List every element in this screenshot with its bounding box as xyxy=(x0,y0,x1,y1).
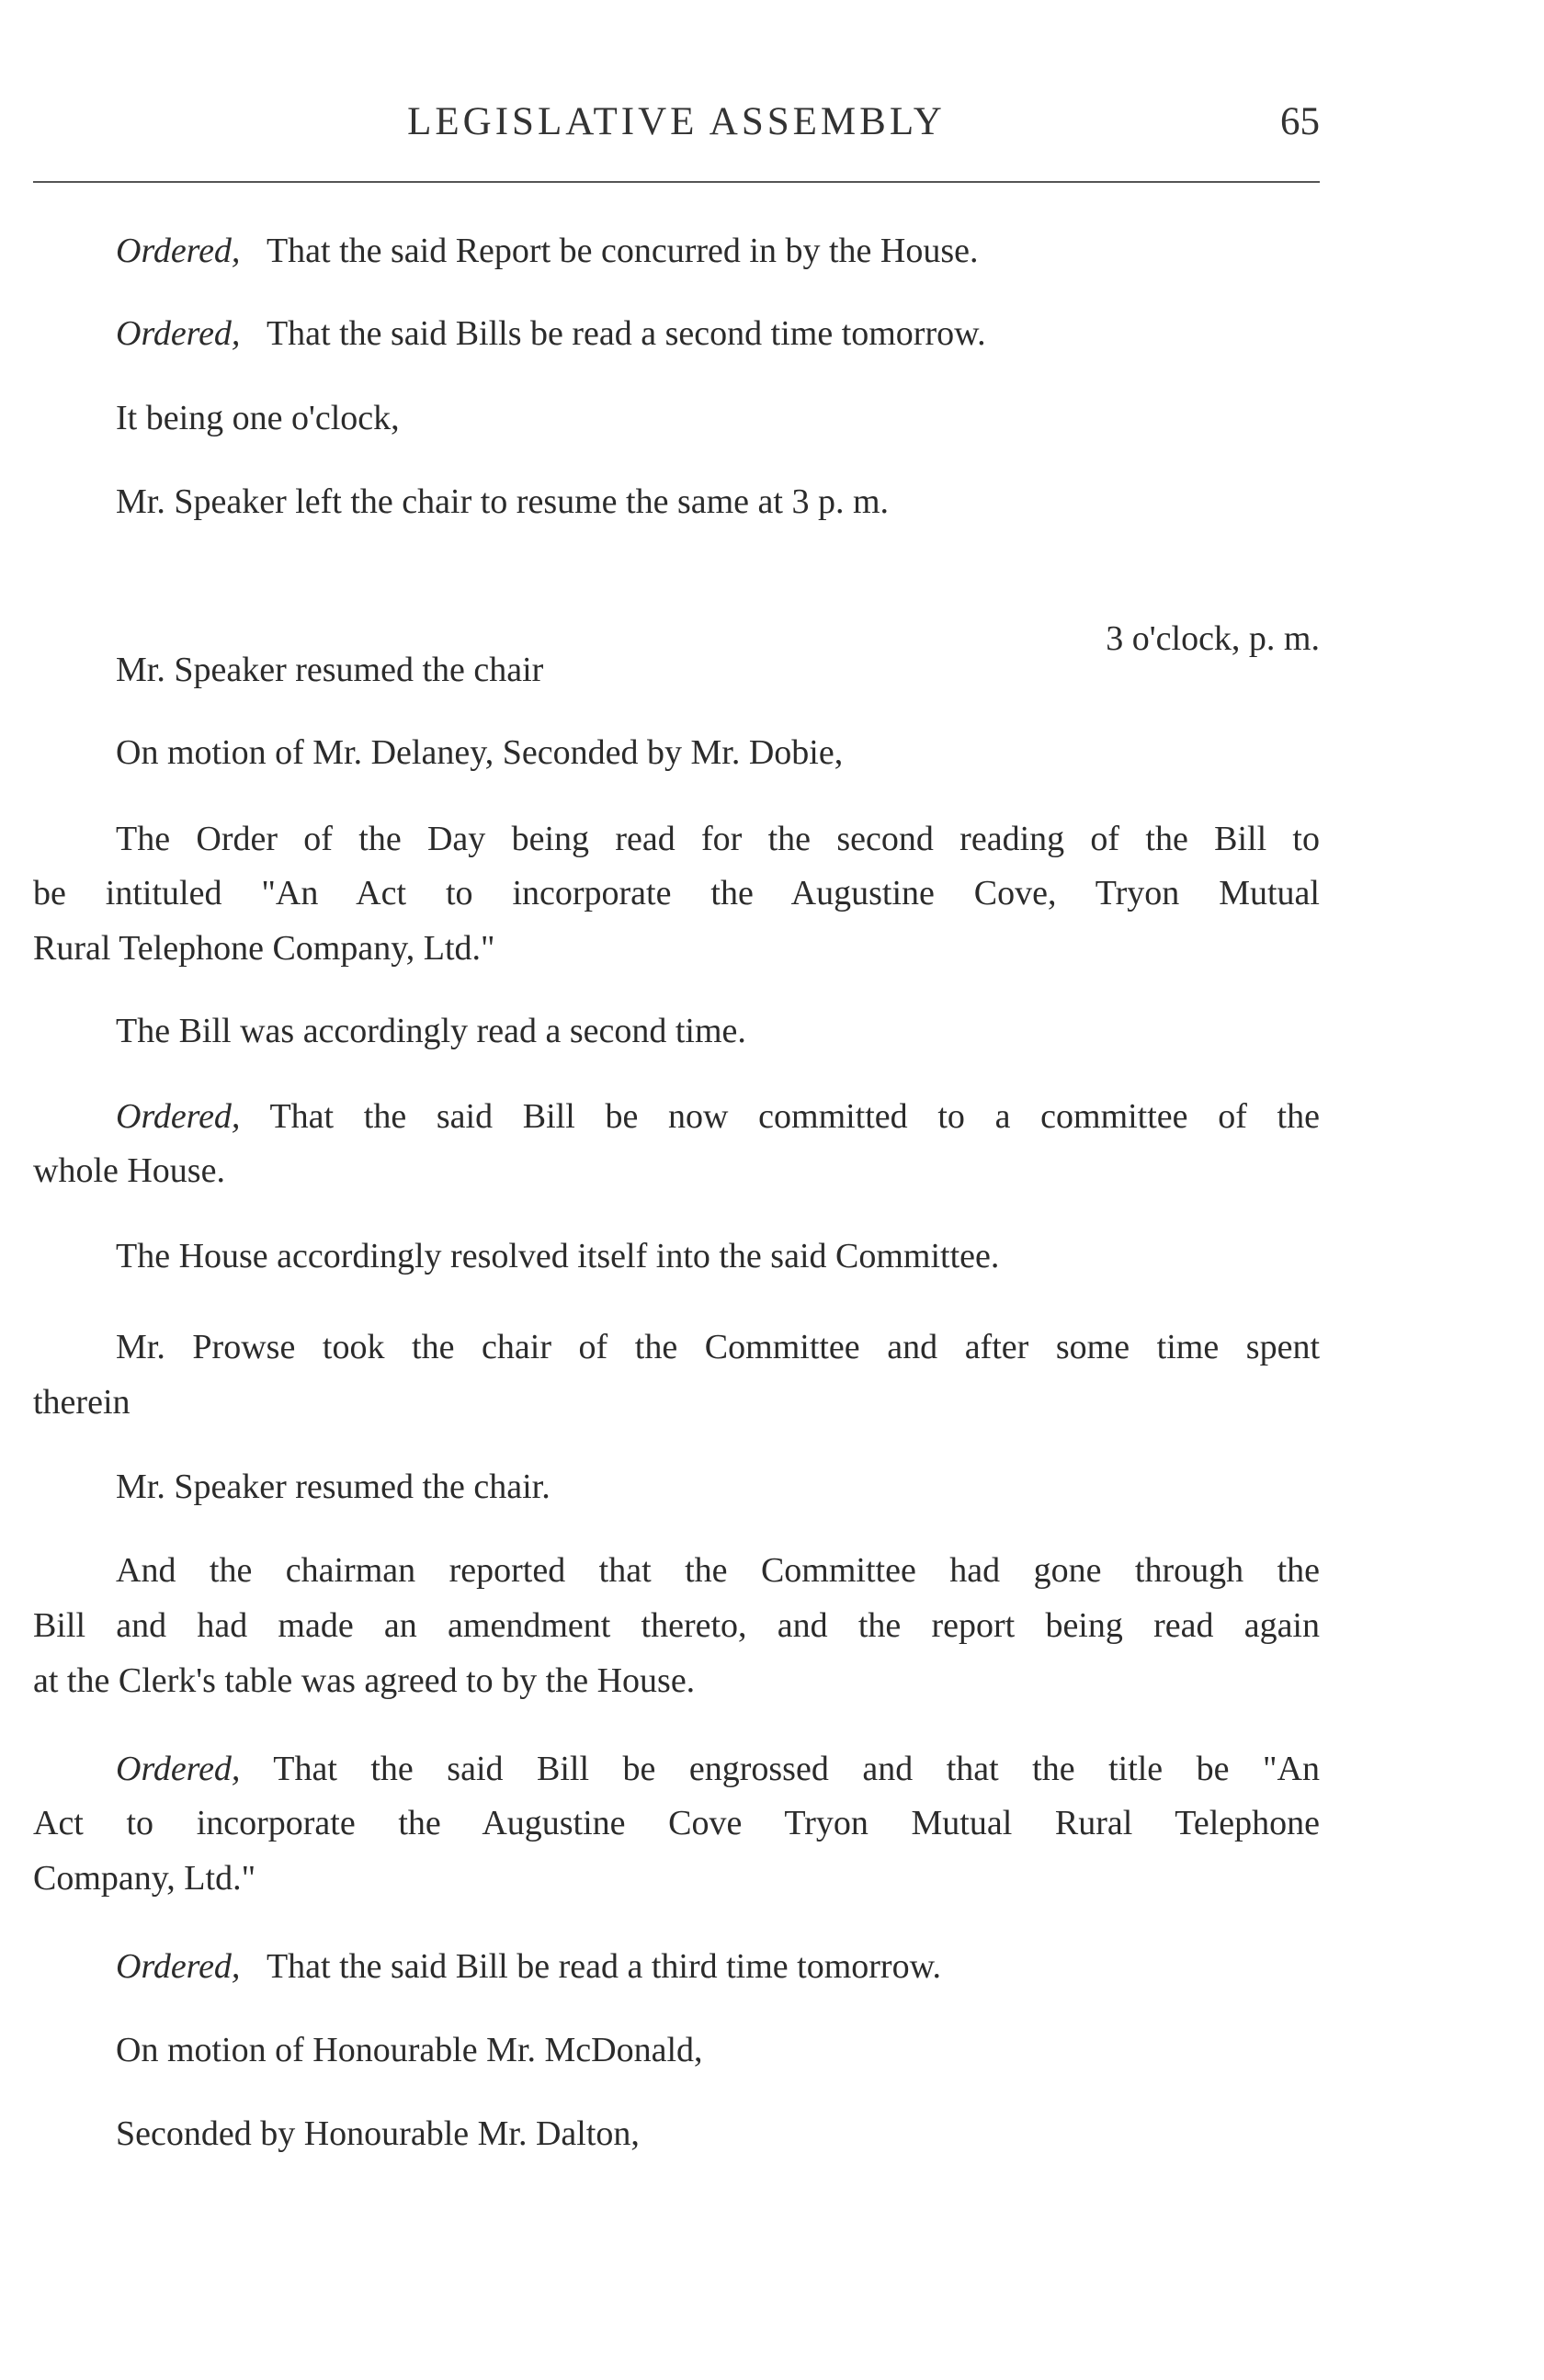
prowse-chair-line-2: therein xyxy=(33,1383,131,1422)
ordered-text: That the said Bill be now committed to a committee of the xyxy=(269,1097,1320,1136)
running-title: LEGISLATIVE ASSEMBLY xyxy=(407,100,946,143)
speaker-left-chair: Mr. Speaker left the chair to resume the same at 3 p. m. xyxy=(116,482,890,521)
one-oclock-line: It being one o'clock, xyxy=(116,399,400,437)
ordered-lead: Ordered, xyxy=(116,1097,241,1136)
seconded-dalton: Seconded by Honourable Mr. Dalton, xyxy=(116,2114,640,2153)
ordered-bills-second-time xyxy=(116,316,986,351)
ordered-text: That the said Bill be read a third time tomorrow. xyxy=(266,1947,942,1986)
motion-delaney-dobie: On motion of Mr. Delaney, Seconded by Mr. Dobie, xyxy=(116,733,844,772)
ordered-third-reading xyxy=(116,1949,941,1984)
header-rule xyxy=(33,181,1320,183)
three-oclock-time: 3 o'clock, p. m. xyxy=(1106,619,1320,658)
ordered-lead: Ordered, xyxy=(116,232,241,270)
ordered-report-concurred xyxy=(116,233,978,268)
ordered-text: That the said Report be concurred in by the House. xyxy=(266,232,979,270)
speaker-resumed-chair-2: Mr. Speaker resumed the chair. xyxy=(116,1468,551,1506)
speaker-resumed-chair: Mr. Speaker resumed the chair xyxy=(116,651,544,689)
ordered-lead: Ordered, xyxy=(116,1750,241,1788)
bill-read-second-time: The Bill was accordingly read a second time. xyxy=(116,1012,746,1050)
motion-mcdonald: On motion of Honourable Mr. McDonald, xyxy=(116,2031,703,2069)
prowse-chair-line-1: Mr. Prowse took the chair of the Committee and after some time spent xyxy=(116,1328,1320,1366)
page-header xyxy=(33,99,1320,164)
ordered-lead: Ordered, xyxy=(116,314,241,353)
chairman-report-line-3: at the Clerk's table was agreed to by the House. xyxy=(33,1661,696,1700)
chairman-report-line-2: Bill and had made an amendment thereto, and the report being read again xyxy=(33,1606,1320,1645)
ordered-lead: Ordered, xyxy=(116,1947,241,1986)
ordered-text: That the said Bills be read a second time tomorrow. xyxy=(266,314,986,353)
ordered-engrossed-line-3: Company, Ltd." xyxy=(33,1859,256,1898)
page-number: 65 xyxy=(1280,100,1320,143)
chairman-report-line-1: And the chairman reported that the Committee had gone through the xyxy=(116,1551,1320,1590)
order-of-day-line-1: The Order of the Day being read for the second reading of the Bill to xyxy=(116,820,1320,858)
ordered-engrossed-line-1 xyxy=(116,1751,1320,1786)
ordered-engrossed-line-2: Act to incorporate the Augustine Cove Tryon Mutual Rural Telephone xyxy=(33,1804,1320,1842)
ordered-text: That the said Bill be engrossed and that the title be "An xyxy=(273,1750,1320,1788)
ordered-committed-line-1 xyxy=(116,1099,1320,1134)
ordered-committed-line-2: whole House. xyxy=(33,1151,225,1190)
house-resolved-committee: The House accordingly resolved itself into the said Committee. xyxy=(116,1237,1000,1275)
order-of-day-line-3: Rural Telephone Company, Ltd." xyxy=(33,929,495,968)
order-of-day-line-2: be intituled "An Act to incorporate the Augustine Cove, Tryon Mutual xyxy=(33,874,1320,912)
